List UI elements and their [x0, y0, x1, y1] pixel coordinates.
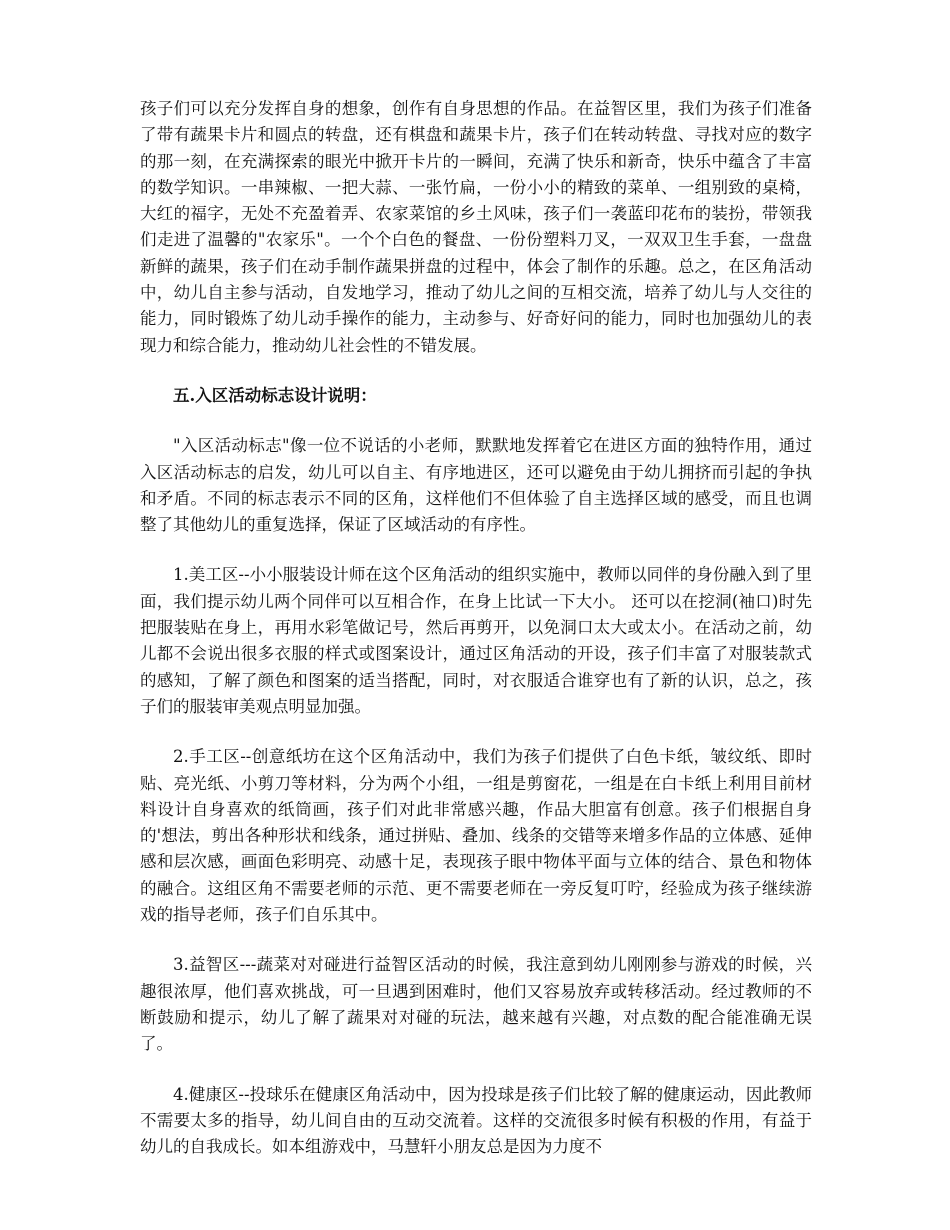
paragraph-art-area: 1.美工区--小小服装设计师在这个区角活动的组织实施中，教师以同伴的身份融入到了里面，我们提示幼儿两个同伴可以互相合作，在身上比试一下大小。 还可以在挖洞(袖口)时先把服装贴在身上，再用水彩笔做记号，然后再剪开，以免洞口太大或太小。在活动之前，幼儿都不会说出很多衣服的样式或图案设计，通过区角活动的开设，孩子们丰富了对服装款式的感知，了解了颜色和图案的适当搭配，同时，对衣服适合谁穿也有了新的认识，总之，孩子们的服装审美观点明显加强。 — [140, 565, 812, 716]
paragraph-puzzle-area: 3.益智区---蔬菜对对碰进行益智区活动的时候，我注意到幼儿刚刚参与游戏的时候，兴趣很浓厚，他们喜欢挑战，可一旦遇到困难时，他们又容易放弃或转移活动。经过教师的不断鼓励和提示，幼儿了解了蔬果对对碰的玩法，越来越有兴趣，对点数的配合能准确无误了。 — [140, 955, 812, 1054]
paragraph-health-area: 4.健康区--投球乐在健康区角活动中，因为投球是孩子们比较了解的健康运动，因此教师不需要太多的指导，幼儿间自由的互动交流着。这样的交流很多时候有积极的作用，有益于幼儿的自我成长。如本组游戏中，马慧轩小朋友总是因为力度不 — [140, 1084, 812, 1157]
section-heading: 五.入区活动标志设计说明： — [173, 385, 377, 405]
paragraph-craft-area: 2.手工区--创意纸坊在这个区角活动中，我们为孩子们提供了白色卡纸，皱纹纸、即时贴、亮光纸、小剪刀等材料，分为两个小组，一组是剪窗花，一组是在白卡纸上利用目前材料设计自身喜欢的纸筒画，孩子们对此非常感兴趣，作品大胆富有创意。孩子们根据自身的'想法，剪出各种形状和线条，通过拼贴、叠加、线条的交错等来增多作品的立体感、延伸感和层次感，画面色彩明亮、动感十足，表现孩子眼中物体平面与立体的结合、景色和物体的融合。这组区角不需要老师的示范、更不需要老师在一旁反复叮咛，经验成为孩子继续游戏的指导老师，孩子们自乐其中。 — [140, 747, 812, 925]
paragraph-sign-intro: "入区活动标志"像一位不说话的小老师，默默地发挥着它在进区方面的独特作用，通过入区活动标志的启发，幼儿可以自主、有序地进区，还可以避免由于幼儿拥挤而引起的争执和矛盾。不同的标志表示不同的区角，这样他们不但体验了自主选择区域的感受，而且也调整了其他幼儿的重复选择，保证了区域活动的有序性。 — [140, 436, 812, 535]
document-body — [140, 96, 812, 1184]
paragraph-intro-continued: 孩子们可以充分发挥自身的想象，创作有自身思想的作品。在益智区里，我们为孩子们准备了带有蔬果卡片和圆点的转盘，还有棋盘和蔬果卡片，孩子们在转动转盘、寻找对应的数字的那一刻，在充满探索的眼光中掀开卡片的一瞬间，充满了快乐和新奇，快乐中蕴含了丰富的数学知识。一串辣椒、一把大蒜、一张竹扁，一份小小的精致的菜单、一组别致的桌椅，大红的福字，无处不充盈着弄、农家菜馆的乡土风味，孩子们一袭蓝印花布的装扮，带领我们走进了温馨的"农家乐"。一个个白色的餐盘、一份份塑料刀叉，一双双卫生手套，一盘盘新鲜的蔬果，孩子们在动手制作蔬果拼盘的过程中，体会了制作的乐趣。总之，在区角活动中，幼儿自主参与活动，自发地学习，推动了幼儿之间的互相交流，培养了幼儿与人交往的能力，同时锻炼了幼儿动手操作的能力，主动参与、好奇好问的能力，同时也加强幼儿的表现力和综合能力，推动幼儿社会性的不错发展。 — [140, 99, 812, 355]
